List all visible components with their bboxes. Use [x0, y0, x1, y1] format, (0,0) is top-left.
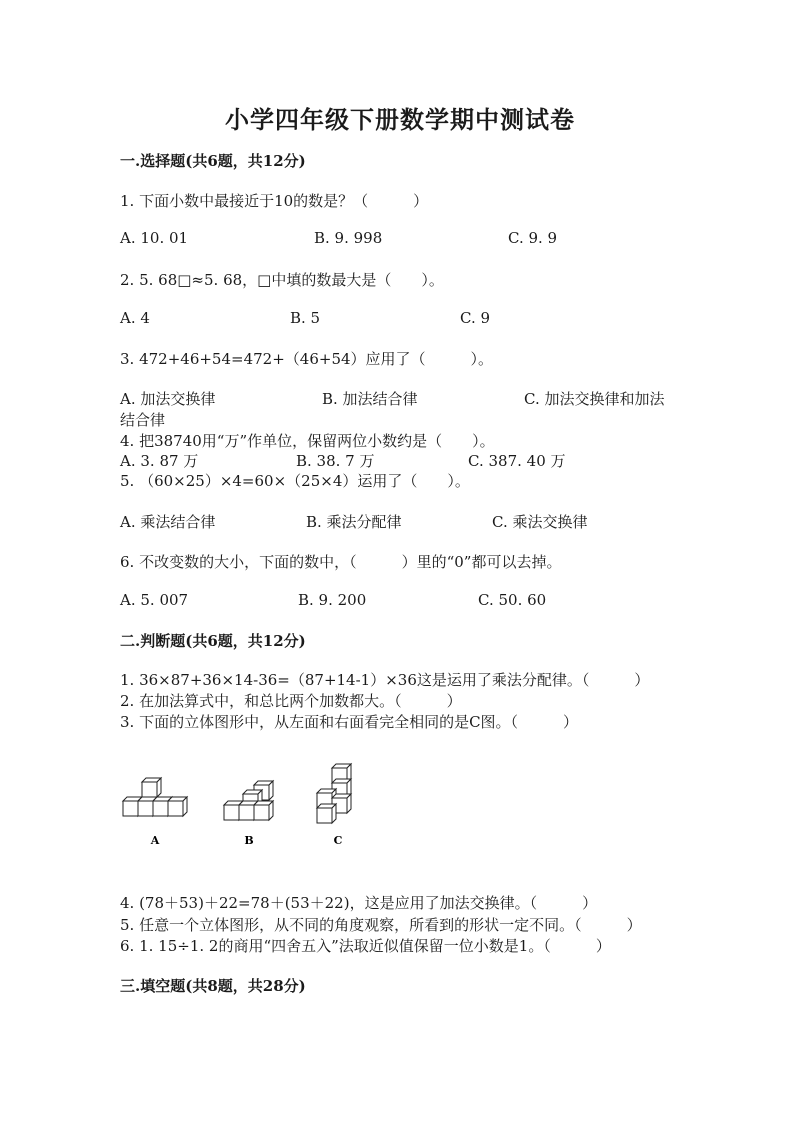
choice-q4-option-a: A. 3. 87 万	[120, 452, 199, 470]
choice-q4-option-b: B. 38. 7 万	[296, 452, 375, 470]
page-title: 小学四年级下册数学期中测试卷	[225, 105, 575, 134]
choice-q6-option-b: B. 9. 200	[298, 591, 367, 609]
section-heading-judge: 二.判断题(共6题，共12分)	[120, 632, 306, 650]
choice-q5-stem: 5. （60×25）×4=60×（25×4）运用了（ ）。	[120, 472, 470, 490]
choice-q4-stem: 4. 把38740用“万”作单位，保留两位小数约是（ ）。	[120, 432, 495, 450]
choice-q3-option-c: C. 加法交换律和加法	[524, 390, 665, 408]
choice-q5-option-a: A. 乘法结合律	[120, 513, 216, 531]
judge-q1: 1. 36×87+36×14-36=（87+14-1）×36这是运用了乘法分配律。（ ）	[120, 671, 650, 689]
choice-q1-option-b: B. 9. 998	[314, 229, 383, 247]
choice-q6-option-a: A. 5. 007	[120, 591, 189, 609]
judge-q2: 2. 在加法算式中，和总比两个加数都大。（ ）	[120, 692, 462, 710]
choice-q1-option-a: A. 10. 01	[120, 229, 189, 247]
choice-q3-option-a: A. 加法交换律	[120, 390, 216, 408]
choice-q6-stem: 6. 不改变数的大小，下面的数中，（ ）里的“0”都可以去掉。	[120, 553, 562, 571]
figure-a	[123, 778, 187, 816]
choice-q2-stem: 2. 5. 68□≈5. 68，□中填的数最大是（ ）。	[120, 271, 444, 289]
judge-q3: 3. 下面的立体图形中，从左面和右面看完全相同的是C图。（ ）	[120, 713, 579, 731]
choice-q3-stem: 3. 472+46+54=472+（46+54）应用了（ ）。	[120, 350, 494, 368]
judge-q6: 6. 1. 15÷1. 2的商用“四舍五入”法取近似值保留一位小数是1。（ ）	[120, 937, 611, 955]
choice-q5-option-c: C. 乘法交换律	[492, 513, 588, 531]
figure-label-b: B	[244, 834, 254, 847]
choice-q3-option-c-continued: 结合律	[120, 411, 166, 429]
judge-q4: 4. (78＋53)＋22=78＋(53＋22)，这是应用了加法交换律。（ ）	[120, 894, 598, 912]
choice-q6-option-c: C. 50. 60	[478, 591, 547, 609]
section-heading-fill-in: 三.填空题(共8题，共28分)	[120, 977, 306, 995]
figure-b	[224, 781, 273, 820]
figure-label-a: A	[150, 834, 160, 847]
figure-c	[317, 764, 351, 838]
choice-q1-stem: 1. 下面小数中最接近于10的数是？（ ）	[120, 192, 429, 210]
choice-q1-option-c: C. 9. 9	[508, 229, 558, 247]
choice-q2-option-a: A. 4	[120, 309, 150, 327]
section-heading-choice: 一.选择题(共6题，共12分)	[120, 152, 306, 170]
choice-q2-option-c: C. 9	[460, 309, 491, 327]
choice-q3-option-b: B. 加法结合律	[322, 390, 418, 408]
judge-q5: 5. 任意一个立体图形，从不同的角度观察，所看到的形状一定不同。（ ）	[120, 916, 642, 934]
choice-q4-option-c: C. 387. 40 万	[468, 452, 566, 470]
choice-q5-option-b: B. 乘法分配律	[306, 513, 402, 531]
figure-label-c: C	[333, 834, 343, 847]
cube-figures	[118, 762, 378, 852]
choice-q2-option-b: B. 5	[290, 309, 321, 327]
